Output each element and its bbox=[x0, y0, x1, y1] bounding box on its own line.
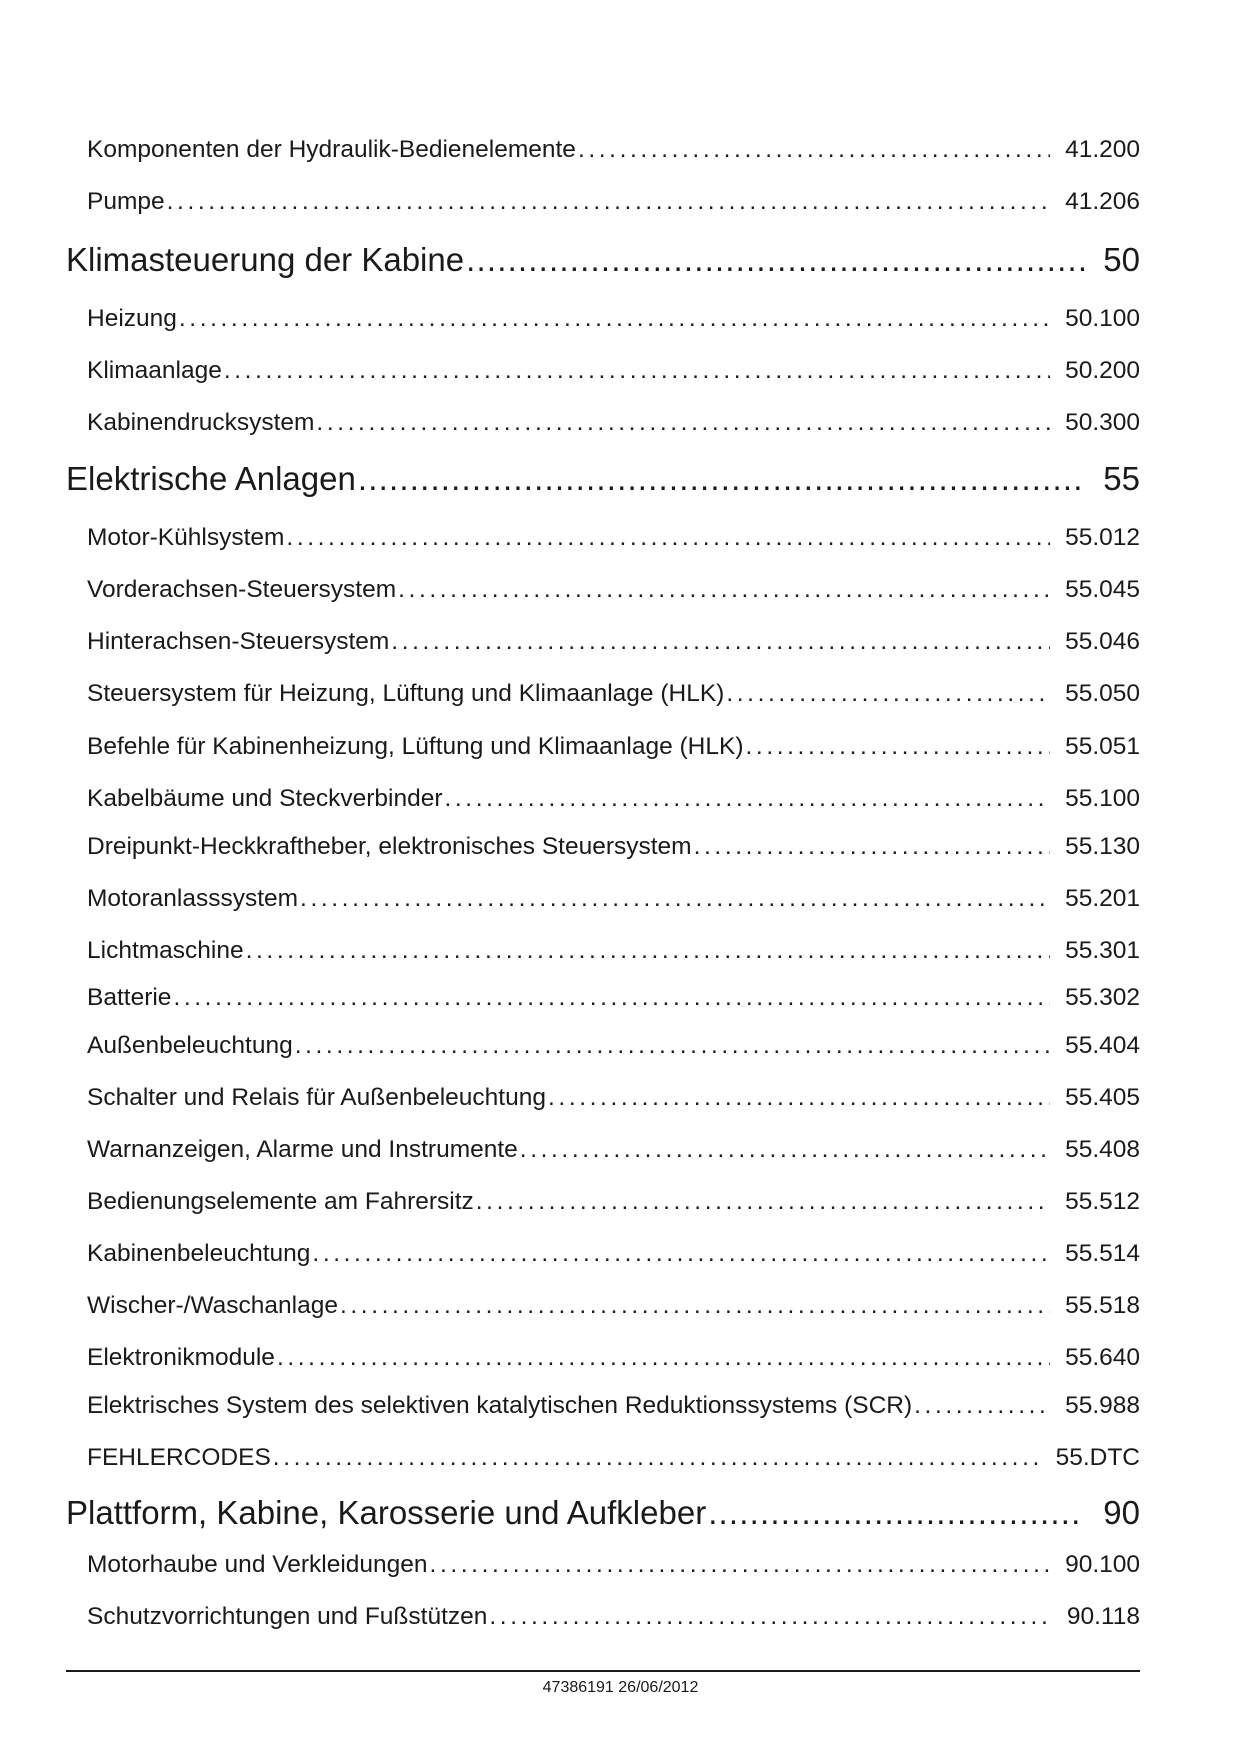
toc-section-heading[interactable] bbox=[66, 238, 1140, 282]
toc-entry-page: 55.012 bbox=[1065, 524, 1140, 551]
toc-entry[interactable] bbox=[87, 1548, 1140, 1582]
dot-leader bbox=[430, 1548, 1050, 1582]
toc-entry[interactable] bbox=[87, 1185, 1140, 1219]
dot-leader bbox=[358, 457, 1084, 501]
dot-leader bbox=[694, 830, 1050, 864]
dot-leader bbox=[277, 1341, 1050, 1375]
dot-leader bbox=[708, 1491, 1084, 1535]
toc-entry[interactable] bbox=[87, 625, 1140, 659]
toc-entry-page: 55.DTC bbox=[1055, 1444, 1140, 1471]
dot-leader bbox=[444, 782, 1050, 816]
toc-section-heading[interactable] bbox=[66, 1491, 1140, 1535]
toc-entry[interactable] bbox=[87, 1289, 1140, 1323]
toc-entry[interactable] bbox=[87, 302, 1140, 336]
toc-entry[interactable] bbox=[87, 677, 1140, 711]
toc-entry[interactable] bbox=[87, 1029, 1140, 1063]
toc-entry-page: 55.051 bbox=[1065, 733, 1140, 760]
dot-leader bbox=[273, 1441, 1042, 1475]
footer-divider bbox=[66, 1670, 1140, 1672]
toc-entry-page: 55.301 bbox=[1065, 937, 1140, 964]
toc-entry[interactable] bbox=[87, 185, 1140, 219]
toc-entry-title: Dreipunkt-Heckkraftheber, elektronisches Steuersystem bbox=[87, 833, 692, 860]
toc-entry-page: 55.512 bbox=[1065, 1188, 1140, 1215]
toc-entry[interactable] bbox=[87, 1133, 1140, 1167]
toc-entry-page: 55.046 bbox=[1065, 628, 1140, 655]
toc-entry-title: Elektrisches System des selektiven katalytischen Reduktionssystems (SCR) bbox=[87, 1392, 913, 1419]
dot-leader bbox=[167, 185, 1050, 219]
toc-entry-title: Befehle für Kabinenheizung, Lüftung und Klimaanlage (HLK) bbox=[87, 733, 744, 760]
toc-entry-page: 55.045 bbox=[1065, 576, 1140, 603]
toc-section-page: 50 bbox=[1103, 241, 1140, 278]
toc-entry-title: Vorderachsen-Steuersystem bbox=[87, 576, 397, 603]
dot-leader bbox=[746, 730, 1051, 764]
toc-entry-title: Hinterachsen-Steuersystem bbox=[87, 628, 390, 655]
toc-entry-title: Motorhaube und Verkleidungen bbox=[87, 1551, 428, 1578]
toc-entry-page: 55.404 bbox=[1065, 1032, 1140, 1059]
toc-entry-title: Motoranlasssystem bbox=[87, 885, 299, 912]
dot-leader bbox=[295, 1029, 1050, 1063]
toc-entry-page: 55.408 bbox=[1065, 1136, 1140, 1163]
toc-entry-page: 41.206 bbox=[1065, 188, 1140, 215]
toc-entry-page: 55.050 bbox=[1065, 680, 1140, 707]
toc-entry-title: Steuersystem für Heizung, Lüftung und Klimaanlage (HLK) bbox=[87, 680, 725, 707]
toc-entry-page: 55.988 bbox=[1065, 1392, 1140, 1419]
toc-entry-title: Außenbeleuchtung bbox=[87, 1032, 293, 1059]
toc-entry-page: 50.100 bbox=[1065, 305, 1140, 332]
toc-entry-title: Wischer-/Waschanlage bbox=[87, 1292, 338, 1319]
toc-entry[interactable] bbox=[87, 730, 1140, 764]
toc-entry-page: 55.100 bbox=[1065, 785, 1140, 812]
toc-entry[interactable] bbox=[87, 981, 1140, 1015]
toc-entry-title: Klimaanlage bbox=[87, 357, 222, 384]
dot-leader bbox=[466, 238, 1084, 282]
toc-entry[interactable] bbox=[87, 882, 1140, 916]
toc-entry-page: 55.130 bbox=[1065, 833, 1140, 860]
toc-entry-title: Schalter und Relais für Außenbeleuchtung bbox=[87, 1084, 546, 1111]
toc-entry[interactable] bbox=[87, 573, 1140, 607]
toc-entry-title: Kabelbäume und Steckverbinder bbox=[87, 785, 443, 812]
toc-entry-title: Motor-Kühlsystem bbox=[87, 524, 285, 551]
dot-leader bbox=[476, 1185, 1050, 1219]
toc-entry-title: Kabinendrucksystem bbox=[87, 409, 315, 436]
toc-section-title: Elektrische Anlagen bbox=[66, 460, 356, 497]
dot-leader bbox=[520, 1133, 1050, 1167]
dot-leader bbox=[246, 934, 1050, 968]
toc-entry-title: Warnanzeigen, Alarme und Instrumente bbox=[87, 1136, 518, 1163]
toc-entry-title: Heizung bbox=[87, 305, 177, 332]
dot-leader bbox=[914, 1389, 1050, 1423]
toc-entry-title: FEHLERCODES bbox=[87, 1444, 271, 1471]
dot-leader bbox=[179, 302, 1050, 336]
toc-entry[interactable] bbox=[87, 1081, 1140, 1115]
dot-leader bbox=[224, 354, 1050, 388]
toc-entry-page: 55.640 bbox=[1065, 1344, 1140, 1371]
toc-entry-page: 41.200 bbox=[1065, 136, 1140, 163]
toc-entry-page: 50.300 bbox=[1065, 409, 1140, 436]
toc-entry-page: 55.518 bbox=[1065, 1292, 1140, 1319]
toc-entry-page: 90.118 bbox=[1066, 1603, 1140, 1630]
dot-leader bbox=[300, 882, 1050, 916]
toc-entry-page: 55.405 bbox=[1065, 1084, 1140, 1111]
footer-document-id: 47386191 26/06/2012 bbox=[542, 1679, 699, 1696]
toc-entry-title: Pumpe bbox=[87, 188, 165, 215]
dot-leader bbox=[391, 625, 1050, 659]
dot-leader bbox=[489, 1600, 1050, 1634]
toc-entry[interactable] bbox=[87, 830, 1140, 864]
toc-entry[interactable] bbox=[87, 1341, 1140, 1375]
toc-entry-title: Kabinenbeleuchtung bbox=[87, 1240, 311, 1267]
toc-section-title: Klimasteuerung der Kabine bbox=[66, 241, 465, 278]
toc-entry[interactable] bbox=[87, 934, 1140, 968]
dot-leader bbox=[548, 1081, 1050, 1115]
toc-entry-page: 55.302 bbox=[1065, 984, 1140, 1011]
toc-entry-page: 55.514 bbox=[1065, 1240, 1140, 1267]
toc-section-title: Plattform, Kabine, Karosserie und Aufkleber bbox=[66, 1494, 707, 1531]
dot-leader bbox=[312, 1237, 1050, 1271]
dot-leader bbox=[316, 406, 1050, 440]
toc-entry-title: Elektronikmodule bbox=[87, 1344, 275, 1371]
toc-entry[interactable] bbox=[87, 1441, 1140, 1475]
dot-leader bbox=[398, 573, 1050, 607]
toc-entry[interactable] bbox=[87, 521, 1140, 555]
toc-entry[interactable] bbox=[87, 354, 1140, 388]
toc-entry-page: 90.100 bbox=[1065, 1551, 1140, 1578]
toc-entry-page: 50.200 bbox=[1065, 357, 1140, 384]
dot-leader bbox=[578, 133, 1050, 167]
toc-entry-title: Batterie bbox=[87, 984, 172, 1011]
toc-entry-title: Bedienungselemente am Fahrersitz bbox=[87, 1188, 474, 1215]
toc-entry[interactable] bbox=[87, 406, 1140, 440]
toc-section-page: 55 bbox=[1103, 460, 1140, 497]
toc-entry[interactable] bbox=[87, 1389, 1140, 1423]
dot-leader bbox=[726, 677, 1050, 711]
dot-leader bbox=[286, 521, 1050, 555]
toc-entry-title: Lichtmaschine bbox=[87, 937, 244, 964]
toc-entry-title: Schutzvorrichtungen und Fußstützen bbox=[87, 1603, 488, 1630]
toc-entry[interactable] bbox=[87, 133, 1140, 167]
toc-entry[interactable] bbox=[87, 1237, 1140, 1271]
toc-entry[interactable] bbox=[87, 782, 1140, 816]
toc-section-page: 90 bbox=[1103, 1494, 1140, 1531]
dot-leader bbox=[173, 981, 1050, 1015]
dot-leader bbox=[340, 1289, 1050, 1323]
toc-entry-page: 55.201 bbox=[1065, 885, 1140, 912]
toc-entry[interactable] bbox=[87, 1600, 1140, 1634]
toc-section-heading[interactable] bbox=[66, 457, 1140, 501]
toc-entry-title: Komponenten der Hydraulik-Bedienelemente bbox=[87, 136, 576, 163]
